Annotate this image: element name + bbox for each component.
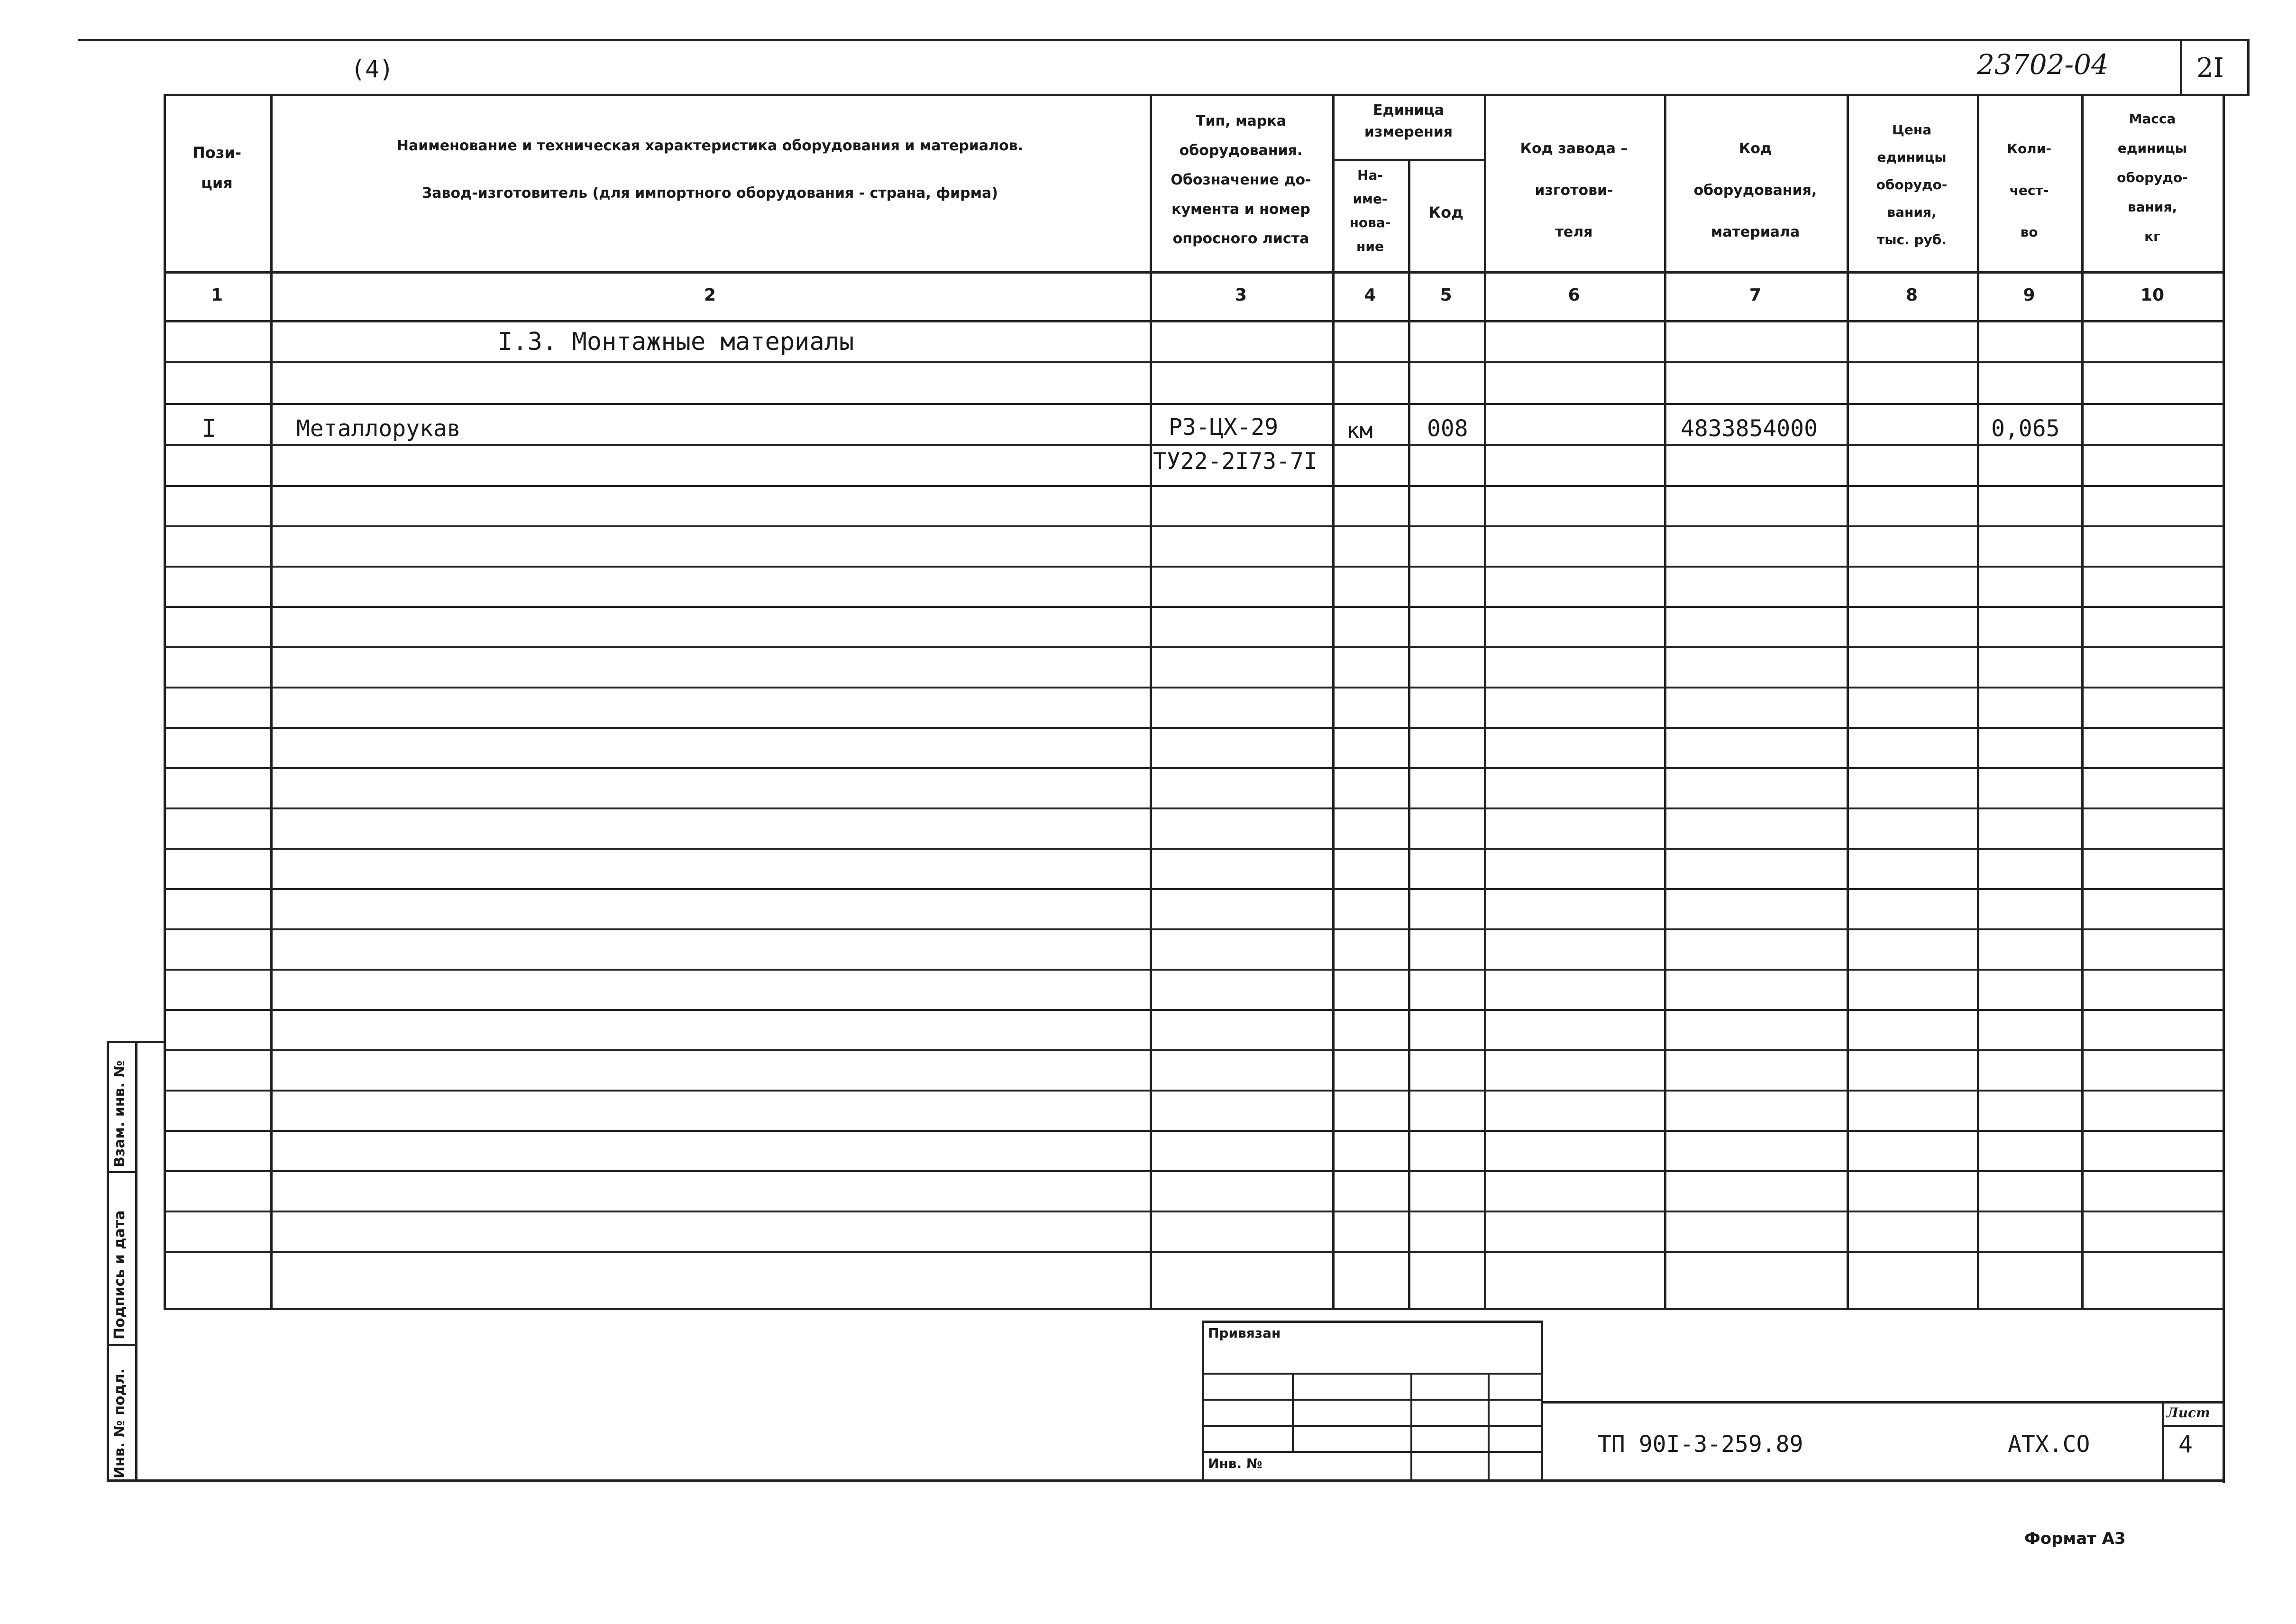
frame-top: [164, 94, 2250, 96]
side-divider-1: [107, 1171, 135, 1173]
col-line-1: [270, 94, 273, 1308]
col-number-2: 2: [704, 285, 716, 305]
row-line: [164, 1130, 2223, 1132]
col-number-5: 5: [1440, 285, 1452, 305]
row-line: [164, 525, 2223, 527]
col3-header: Тип, марка оборудования. Обозначение до- кумента и номер опросного листа: [1171, 113, 1311, 247]
row-type-line2: ТУ22-2I73-7I: [1153, 448, 1317, 475]
sheet-box-divider: [2162, 1425, 2223, 1427]
row-line: [164, 767, 2223, 769]
page-number-box-left: [2180, 39, 2182, 95]
sheet-label: Лист: [2167, 1405, 2210, 1421]
row-line: [164, 1211, 2223, 1212]
row-line: [164, 888, 2223, 890]
col4-header: На- име- нова- ние: [1349, 167, 1391, 254]
col-number-10: 10: [2140, 285, 2165, 305]
link-block-row-2: [1202, 1399, 1541, 1401]
top-border: [78, 39, 2250, 41]
archive-number: 23702-04: [1977, 48, 2109, 81]
row-line: [164, 1090, 2223, 1092]
row-equipment-code: 4833854000: [1681, 415, 1818, 442]
row-line: [164, 1251, 2223, 1253]
col-line-9: [2081, 94, 2084, 1308]
row-quantity: 0,065: [1991, 415, 2060, 442]
link-block-row-4: [1202, 1451, 1541, 1453]
row-unit: км: [1346, 418, 1373, 443]
col7-header: Код оборудования, материала: [1693, 140, 1817, 240]
col9-header: Коли- чест- во: [2007, 141, 2051, 240]
side-frame-left: [107, 1041, 109, 1482]
row-line: [164, 969, 2223, 971]
row-line: [164, 1170, 2223, 1172]
col5-header: Код: [1428, 203, 1464, 221]
title-block-top: [1541, 1401, 2223, 1404]
col1-header: Пози- ция: [192, 144, 242, 192]
col-line-6: [1664, 94, 1666, 1308]
row-line: [164, 606, 2223, 608]
col-number-7: 7: [1749, 285, 1762, 305]
format-label: Формат А3: [2024, 1529, 2126, 1548]
row-line: [164, 807, 2223, 809]
row-line: [164, 687, 2223, 688]
col-line-7: [1847, 94, 1849, 1308]
page-number: 2I: [2196, 53, 2224, 83]
table-bottom: [164, 1308, 2223, 1310]
link-block-top: [1202, 1321, 1541, 1323]
col-line-4: [1408, 159, 1410, 1308]
col-number-3: 3: [1235, 285, 1247, 305]
unit-group-header: Единица измерения: [1364, 102, 1453, 140]
col-line-3: [1332, 94, 1335, 1308]
row-line: [164, 848, 2223, 850]
side-divider-2: [107, 1344, 135, 1346]
doc-suffix: АТХ.СО: [2008, 1431, 2090, 1458]
side-frame-top: [107, 1041, 164, 1043]
row-name: Металлорукав: [296, 415, 461, 442]
col-number-8: 8: [1905, 285, 1918, 305]
sheet-box-left: [2162, 1401, 2164, 1479]
row-line: [164, 485, 2223, 487]
col10-header: Масса единицы оборудо- вания, кг: [2117, 111, 2188, 244]
col-line-8: [1977, 94, 1979, 1308]
doc-code: ТП 90I-3-259.89: [1598, 1431, 1803, 1458]
col6-header: Код завода – изготови- теля: [1520, 140, 1628, 240]
row-line: [164, 727, 2223, 729]
paren-label: (4): [351, 55, 394, 83]
row-unit-code: 008: [1427, 415, 1468, 442]
side-label-inv-original: Инв. № подл.: [111, 1368, 128, 1478]
link-block-col-2: [1410, 1373, 1412, 1479]
row-type-line1: Р3-ЦХ-29: [1169, 414, 1279, 440]
inv-no-label: Инв. №: [1208, 1456, 1262, 1471]
side-frame-mid: [135, 1041, 137, 1482]
col8-header: Цена единицы оборудо- вания, тыс. руб.: [1876, 122, 1948, 248]
col-number-9: 9: [2023, 285, 2035, 305]
section-title: I.3. Монтажные материалы: [498, 328, 854, 356]
row-position: I: [201, 414, 217, 443]
row-line: [164, 646, 2223, 648]
row-line: [164, 403, 2223, 405]
link-block-row-1: [1202, 1373, 1541, 1375]
side-label-signature-date: Подпись и дата: [111, 1210, 128, 1340]
link-block-right: [1541, 1321, 1543, 1479]
link-block-col-3: [1488, 1373, 1490, 1479]
side-label-replace-inv: Взам. инв. №: [111, 1060, 128, 1167]
linked-label: Привязан: [1208, 1325, 1281, 1341]
unit-group-divider: [1332, 159, 1485, 161]
col2-header-line1: Наименование и техническая характеристика оборудования и материалов.: [396, 138, 1024, 154]
col-number-6: 6: [1568, 285, 1580, 305]
row-line: [164, 1049, 2223, 1051]
col-line-5: [1484, 94, 1486, 1308]
row-line: [164, 1009, 2223, 1011]
stamp-bottom: [107, 1479, 2223, 1482]
link-block-row-3: [1202, 1425, 1541, 1427]
sheet-number: 4: [2178, 1431, 2193, 1458]
row-line: [164, 566, 2223, 568]
col-number-4: 4: [1364, 285, 1376, 305]
col-number-1: 1: [210, 285, 223, 305]
row-line: [164, 928, 2223, 930]
row-line: [164, 361, 2223, 363]
col2-header-line2: Завод-изготовитель (для импортного оборудования - страна, фирма): [421, 185, 998, 202]
header-bottom: [164, 271, 2223, 274]
frame-left: [164, 94, 166, 1308]
col-line-2: [1150, 94, 1152, 1308]
page-number-box-right: [2247, 39, 2250, 95]
link-block-col-1: [1292, 1373, 1294, 1451]
numbers-bottom: [164, 320, 2223, 322]
